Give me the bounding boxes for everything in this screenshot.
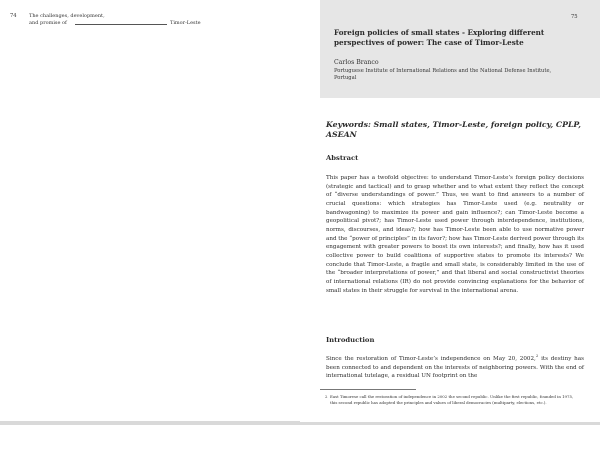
- abstract-paragraph: This paper has a twofold objective: to understand Timor-Leste’s foreign policy decisions (strategic and tactical) and to grasp whether and to what extent they reflect the concept of “diverse understandings of power.” Thus, we want to find answers to a number of crucial questions: which strategies has Timor-Leste used (e.g. neutrality or bandwagoning) to maximize its power and gain influence?; can Timor-Leste become a geopolitical pivot?; has Timor-Leste used power through interdependence, institutions, norms, discourses, and ideas?; how has Timor-Leste been able to use normative power and the “power of principles” in its favor?; how has Timor-Leste derived power through its engagement with greater powers to boost its own interests?; and finally, how has it used collective power to build coalitions of supportive states to promote its interests? We conclude that Timor-Leste, a fragile and small state, is considerably limited in the use of the “broader interpretations of power,” and that liberal and social constructivist theories of international relations (IR) do not provide convincing explanations for the behavior of small states in their struggle for survival in the international arena.: [326, 175, 584, 294]
- right-page: [300, 0, 600, 450]
- introduction-heading: Introduction: [326, 336, 375, 344]
- right-page-bottom-bar: [300, 422, 600, 425]
- running-head-right: Timor-Leste: [170, 20, 201, 26]
- abstract-heading: Abstract: [326, 154, 359, 162]
- article-title: Foreign policies of small states - Exploring different perspectives of power: The case of Timor-Leste: [334, 28, 545, 47]
- intro-text-before: Since the restoration of Timor-Leste’s independence on May 20, 2002,: [326, 356, 536, 362]
- running-head: [10, 13, 255, 35]
- footnote-rule: [320, 389, 416, 390]
- footnote: [325, 394, 576, 406]
- introduction-paragraph: [326, 355, 584, 381]
- keywords: Keywords: Small states, Timor-Leste, foreign policy, CPLP, ASEAN: [326, 120, 582, 139]
- running-head-line2: and promise of: [29, 20, 67, 26]
- author-affiliation: Portuguese Institute of International Relations and the National Defense Institute, Portugal: [334, 68, 552, 81]
- footnote-mark: 2: [325, 394, 328, 399]
- running-head-rule: [75, 24, 167, 25]
- running-head-line1: The challenges, development,: [29, 13, 105, 19]
- footnote-text: East Timorese call the restoration of independence in 2002 the second republic. Unlike the first republic, founded in 1975, this second republic has adopted the principles and values of liberal democracies (multiparty, elections, etc.).: [330, 394, 574, 405]
- left-page-number: 74: [10, 13, 17, 19]
- footnote-reference: 2: [535, 353, 539, 359]
- intro-text-after: its destiny has been connected to and dependent on the interests of neighboring powers. With the end of international tutelage, a residual UN footprint on the: [326, 356, 584, 380]
- left-page-bottom-bar: [0, 421, 300, 425]
- title-header-band: [320, 0, 600, 98]
- right-page-number: 75: [571, 14, 578, 20]
- author-name: Carlos Branco: [334, 59, 379, 66]
